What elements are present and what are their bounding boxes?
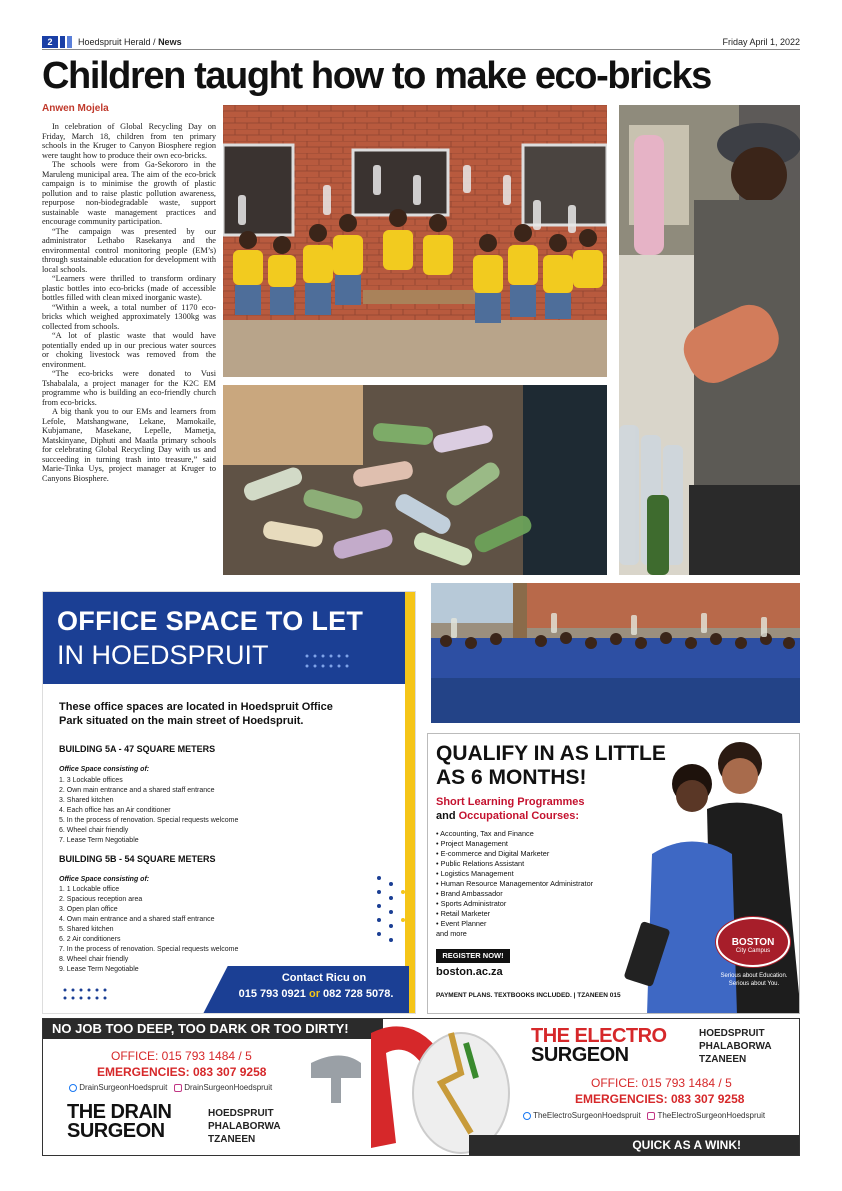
course-item: • Retail Marketer — [436, 909, 491, 918]
town-name: HOEDSPRUIT — [208, 1108, 274, 1119]
course-item: • E-commerce and Digital Marketer — [436, 849, 550, 858]
building-5a-list — [59, 776, 238, 846]
office-space-ad — [42, 591, 416, 1014]
drain-surgeon-logo — [67, 1103, 171, 1141]
logo-line: THE DRAIN — [67, 1101, 172, 1123]
logo-line: SURGEON — [67, 1120, 165, 1142]
article-paragraph: “The eco-bricks were donated to Vusi Tshabalala, a project manager for the K2C EM programme who is building an eco-friendly church from eco-bricks. — [42, 369, 216, 407]
course-item: • Human Resource Managementor Administrator — [436, 879, 594, 888]
drain-electro-surgeon-ad — [42, 1018, 800, 1156]
photo-pile-of-eco-bricks — [223, 385, 607, 575]
facebook-handle[interactable]: DrainSurgeonHoedspruit — [79, 1083, 168, 1092]
boston-ad-subtitle — [436, 810, 579, 822]
electro-emergency-phone: EMERGENCIES: 083 307 9258 — [575, 1092, 745, 1106]
instagram-icon — [647, 1112, 655, 1120]
facebook-icon — [69, 1084, 77, 1092]
boston-url[interactable]: boston.ac.za — [436, 966, 503, 978]
article-headline: Children taught how to make eco-bricks — [42, 55, 711, 97]
boston-logo-text — [716, 937, 790, 954]
course-item: • Sports Administrator — [436, 899, 507, 908]
boston-tagline — [712, 972, 796, 988]
page-number: 2 — [42, 36, 58, 48]
boston-ad-subtitle: Short Learning Programmes — [436, 796, 585, 808]
course-item: • Public Relations Assistant — [436, 859, 525, 868]
tagline-line: Serious about Education. — [720, 973, 788, 979]
article-paragraph: “Learners were thrilled to transform ordinary plastic bottles into eco-bricks (made of accessible bottles filled with clean mixed inorganic waste). — [42, 274, 216, 302]
drain-office-phone: OFFICE: 015 793 1484 / 5 — [111, 1049, 252, 1063]
office-ad-title: OFFICE SPACE TO LET — [57, 606, 364, 636]
list-item: 6. Wheel chair friendly — [59, 827, 129, 834]
list-item: 2. Spacious reception area — [59, 896, 143, 903]
instagram-handle[interactable]: DrainSurgeonHoedspruit — [184, 1083, 273, 1092]
facebook-icon — [523, 1112, 531, 1120]
building-5b-list — [59, 885, 238, 975]
and-text: and — [436, 810, 456, 822]
article-paragraph: In celebration of Global Recycling Day on Friday, March 18, children from ten primary schools in the Kruger to Canyon Biosphere region were taught how to produce their own eco-bricks. — [42, 122, 216, 160]
logo-line: THE ELECTRO — [531, 1025, 667, 1047]
list-item: 7. In the process of renovation. Special requests welcome — [59, 946, 239, 953]
course-item: • Brand Ambassador — [436, 889, 503, 898]
photo-pile-graphic — [223, 385, 607, 575]
dots-decoration — [303, 652, 353, 672]
list-item: 7. Lease Term Negotiable — [59, 837, 139, 844]
photo-children-with-eco-bricks — [223, 105, 607, 377]
section-name: News — [158, 37, 182, 47]
building-5a-consisting: Office Space consisting of: — [59, 766, 150, 773]
boston-ad-subtitle-rest: Occupational Courses: — [458, 810, 580, 822]
dots-decoration — [373, 872, 407, 952]
contact-phones — [221, 988, 411, 1000]
course-item: • Accounting, Tax and Finance — [436, 829, 534, 838]
tagline-line: Serious about You. — [728, 981, 780, 987]
bottom-banner-text: QUICK AS A WINK! — [632, 1138, 741, 1152]
publication-name: Hoedspruit Herald / News — [78, 37, 182, 47]
issue-date: Friday April 1, 2022 — [722, 37, 800, 47]
boston-ad-title-line: AS 6 MONTHS! — [436, 766, 587, 789]
list-item: 3. Open plan office — [59, 906, 118, 913]
course-item: • Event Planner — [436, 919, 487, 928]
article-paragraph: “A lot of plastic waste that would have potentially ended up in our precious water sources or choking livestock was removed from the environment. — [42, 331, 216, 369]
article-body — [42, 122, 216, 483]
photo-children-graphic — [223, 105, 607, 377]
boston-college-ad — [427, 733, 800, 1014]
office-ad-subtitle: IN HOEDSPRUIT — [57, 640, 269, 670]
list-item: 3. Shared kitchen — [59, 797, 114, 804]
article-paragraph: A big thank you to our EMs and learners from Lefole, Matshangwane, Lekane, Mamokaile, Kubjamane, Masekane, Lepelle, Mametja, Matskinyane, Diphuti and Maatla primary schools for celebrating Global Recycling Day with us and succeeding in turning trash into treasure,” said Marie-Tinka Uys, project manager at Kruger to Canyons Biosphere. — [42, 407, 216, 483]
top-banner-text: NO JOB TOO DEEP, TOO DARK OR TOO DIRTY! — [52, 1021, 349, 1036]
list-item: 1. 3 Lockable offices — [59, 777, 123, 784]
list-item: 6. 2 Air conditioners — [59, 936, 121, 943]
building-5b-title: BUILDING 5B - 54 SQUARE METERS — [59, 854, 216, 864]
payment-info: PAYMENT PLANS. TEXTBOOKS INCLUDED. | TZANEEN 015 — [436, 992, 621, 999]
town-name: TZANEEN — [208, 1134, 256, 1145]
photo-crowd-graphic — [431, 583, 800, 723]
list-item: 2. Own main entrance and a shared staff entrance — [59, 787, 215, 794]
course-item: • Project Management — [436, 839, 508, 848]
office-ad-intro: These office spaces are located in Hoedspruit Office Park situated on the main street of Hoedspruit. — [59, 701, 333, 727]
facebook-handle[interactable]: TheElectroSurgeonHoedspruit — [533, 1111, 641, 1120]
page-number-bar — [60, 36, 65, 48]
list-item: 4. Each office has an Air conditioner — [59, 807, 171, 814]
drain-social-links — [69, 1083, 272, 1092]
electro-office-phone: OFFICE: 015 793 1484 / 5 — [591, 1076, 732, 1090]
photo-woman-graphic — [619, 105, 800, 575]
boston-logo-sub: City Campus — [735, 948, 771, 954]
article-paragraph: “The campaign was presented by our administrator Lethabo Rasekanya and the environmental control monitoring people (EM’s) through sustainable education for development with local schools. — [42, 226, 216, 274]
course-item: • Logistics Management — [436, 869, 514, 878]
list-item: 5. In the process of renovation. Special requests welcome — [59, 817, 239, 824]
phone-number: 082 728 5078. — [323, 988, 394, 1000]
town-name: HOEDSPRUIT — [699, 1028, 765, 1039]
or-text: or — [308, 988, 320, 1000]
drain-emergency-phone: EMERGENCIES: 083 307 9258 — [97, 1065, 267, 1079]
list-item: 1. 1 Lockable office — [59, 886, 120, 893]
town-name: PHALABORWA — [699, 1041, 772, 1052]
instagram-handle[interactable]: TheElectroSurgeonHoedspruit — [657, 1111, 766, 1120]
publication-title: Hoedspruit Herald — [78, 37, 151, 47]
building-5b-consisting: Office Space consisting of: — [59, 876, 150, 883]
boston-ad-title — [436, 742, 666, 790]
page-header — [42, 36, 800, 50]
list-item: 4. Own main entrance and a shared staff entrance — [59, 916, 215, 923]
list-item: 8. Wheel chair friendly — [59, 956, 129, 963]
course-list — [436, 829, 593, 939]
list-item: 9. Lease Term Negotiable — [59, 966, 139, 973]
page-number-bar — [67, 36, 72, 48]
electro-social-links — [523, 1111, 765, 1120]
electro-surgeon-logo — [531, 1027, 667, 1065]
phone-number: 015 793 0921 — [238, 988, 306, 1000]
photo-crowd-of-learners — [431, 583, 800, 723]
dots-decoration — [61, 986, 111, 1004]
contact-label: Contact Ricu on — [281, 972, 367, 984]
boston-ad-title-line: QUALIFY IN AS LITTLE — [436, 742, 666, 765]
instagram-icon — [174, 1084, 182, 1092]
drain-towns — [208, 1107, 281, 1146]
register-now-button[interactable]: REGISTER NOW! — [436, 949, 510, 963]
list-item: 5. Shared kitchen — [59, 926, 114, 933]
course-item: and more — [436, 929, 467, 938]
article-paragraph: The schools were from Ga-Sekororo in the Maruleng municipal area. The aim of the eco-brick campaign is to minimise the growth of plastic pollution and to raise plastic pollution awareness, repurpose non-biodegradable waste, support sustainable waste management practices and encourage community participation. — [42, 160, 216, 226]
photo-woman-with-eco-bricks — [619, 105, 800, 575]
electro-towns — [699, 1027, 772, 1066]
logo-line: SURGEON — [531, 1044, 629, 1066]
building-5a-title: BUILDING 5A - 47 SQUARE METERS — [59, 744, 216, 754]
boston-logo-name: BOSTON — [731, 937, 775, 948]
article-byline: Anwen Mojela — [42, 103, 109, 114]
article-paragraph: “Within a week, a total number of 1170 eco-bricks which weighed approximately 1300kg was collected from schools. — [42, 302, 216, 331]
town-name: PHALABORWA — [208, 1121, 281, 1132]
town-name: TZANEEN — [699, 1054, 747, 1065]
